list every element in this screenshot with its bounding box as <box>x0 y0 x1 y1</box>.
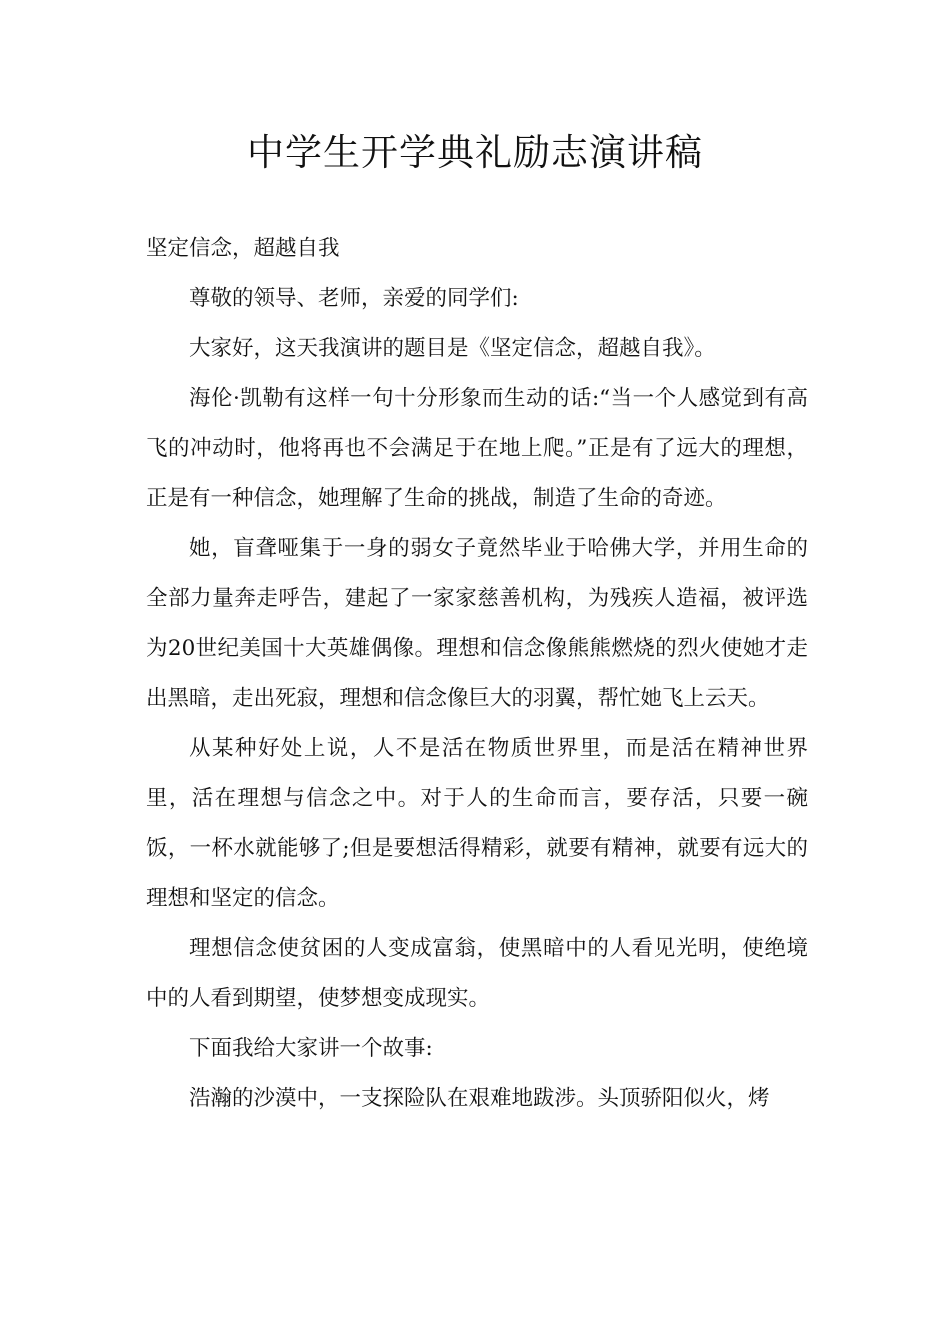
paragraph: 海伦·凯勒有这样一句十分形象而生动的话:“当一个人感觉到有高飞的冲动时，他将再也不会满足于在地上爬。”正是有了远大的理想，正是有一种信念，她理解了生命的挑战，制造了生命的奇迹。 <box>146 386 808 511</box>
paragraph: 大家好，这天我演讲的题目是《坚定信念，超越自我》。 <box>189 336 716 361</box>
document-title: 中学生开学典礼励志演讲稿 <box>247 131 703 174</box>
paragraph: 理想信念使贫困的人变成富翁，使黑暗中的人看见光明，使绝境中的人看到期望，使梦想变成现实。 <box>146 936 808 1011</box>
subtitle-line: 坚定信念，超越自我 <box>146 236 340 261</box>
paragraph: 下面我给大家讲一个故事: <box>189 1036 433 1061</box>
paragraph: 从某种好处上说，人不是活在物质世界里，而是活在精神世界里，活在理想与信念之中。对于人的生命而言，要存活，只要一碗饭，一杯水就能够了;但是要想活得精彩，就要有精神，就要有远大的理想和坚定的信念。 <box>146 736 808 911</box>
paragraph: 她，盲聋哑集于一身的弱女子竟然毕业于哈佛大学，并用生命的全部力量奔走呼告，建起了一家家慈善机构，为残疾人造福，被评选为20世纪美国十大英雄偶像。理想和信念像熊熊燃烧的烈火使她才走出黑暗，走出死寂，理想和信念像巨大的羽翼，帮忙她飞上云天。 <box>146 536 808 711</box>
paragraph: 浩瀚的沙漠中，一支探险队在艰难地跋涉。头顶骄阳似火，烤 <box>189 1086 770 1111</box>
paragraph: 尊敬的领导、老师，亲爱的同学们: <box>189 286 519 311</box>
document-body <box>146 224 808 1124</box>
